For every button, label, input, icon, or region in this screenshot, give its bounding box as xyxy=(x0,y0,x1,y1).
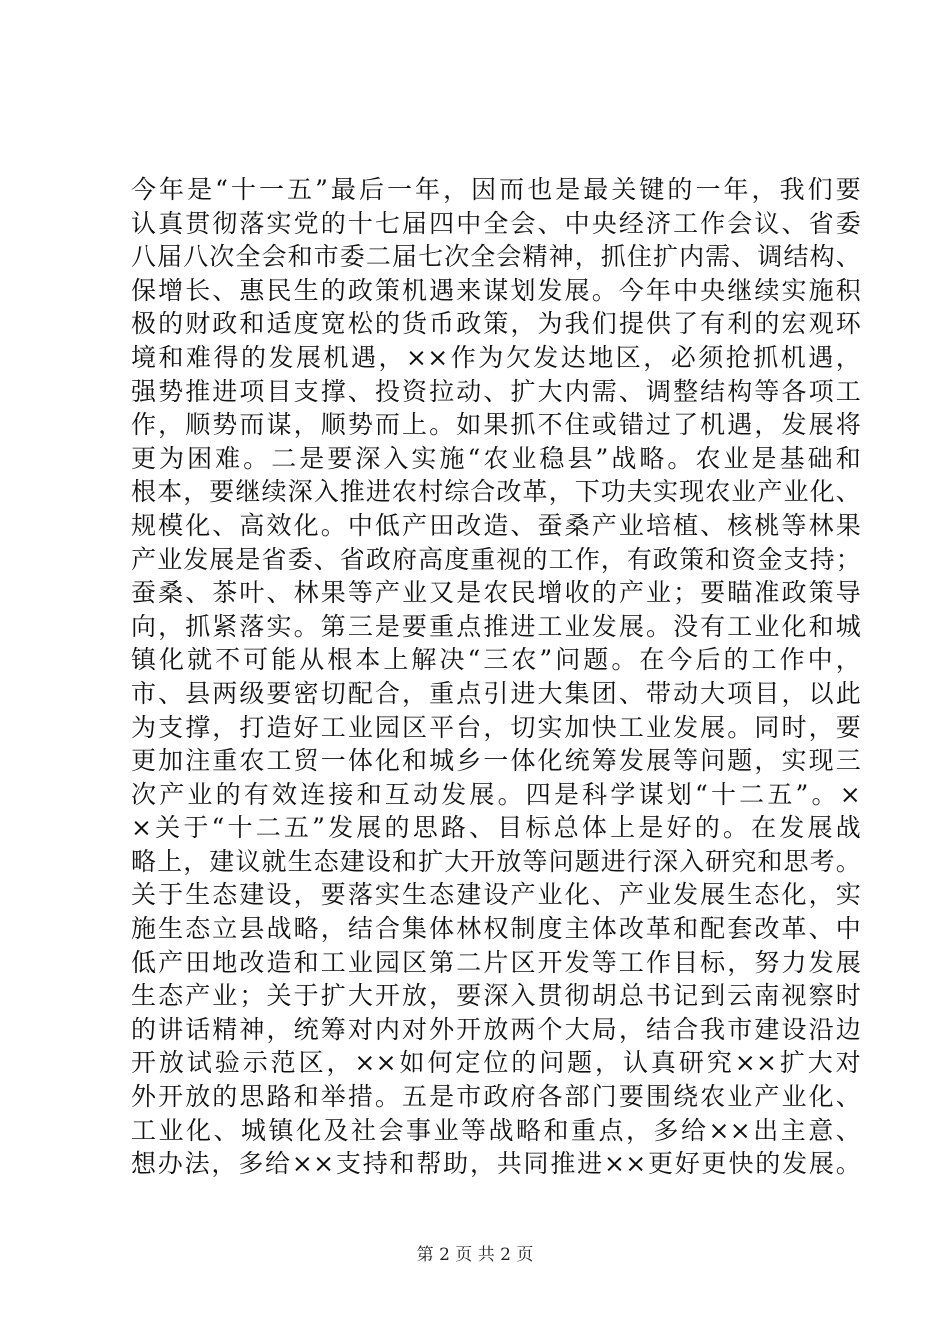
text-line: 想办法，多给××支持和帮助，共同推进××更好更快的发展。 xyxy=(131,1149,861,1179)
body-paragraph xyxy=(131,173,861,1181)
text-line: 的讲话精神，统筹对内对外开放两个大局，结合我市建设沿边 xyxy=(131,1014,861,1044)
text-line: 认真贯彻落实党的十七届四中全会、中央经济工作会议、省委 xyxy=(131,208,861,238)
page-number-footer: 第 2 页 共 2 页 xyxy=(416,1245,534,1265)
text-line: 八届八次全会和市委二届七次全会精神，抓住扩内需、调结构、 xyxy=(131,242,861,272)
text-line: 低产田地改造和工业园区第二片区开发等工作目标，努力发展 xyxy=(131,947,861,977)
text-line: 关于生态建设，要落实生态建设产业化、产业发展生态化，实 xyxy=(131,880,861,910)
text-line: 略上，建议就生态建设和扩大开放等问题进行深入研究和思考。 xyxy=(131,846,861,876)
text-line: 境和难得的发展机遇，××作为欠发达地区，必须抢抓机遇， xyxy=(131,342,861,372)
text-line: 外开放的思路和举措。五是市政府各部门要围绕农业产业化、 xyxy=(131,1082,861,1112)
text-line: 生态产业；关于扩大开放，要深入贯彻胡总书记到云南视察时 xyxy=(131,981,861,1011)
text-line: 今年是“十一五”最后一年，因而也是最关键的一年，我们要 xyxy=(131,175,861,204)
text-line: 为支撑，打造好工业园区平台，切实加快工业发展。同时，要 xyxy=(131,712,861,742)
text-line: 根本，要继续深入推进农村综合改革，下功夫实现农业产业化、 xyxy=(131,477,861,507)
text-line: 镇化就不可能从根本上解决“三农”问题。在今后的工作中， xyxy=(131,645,861,675)
text-line: 工业化、城镇化及社会事业等战略和重点，多给××出主意、 xyxy=(131,1115,861,1145)
text-line: 次产业的有效连接和互动发展。四是科学谋划“十二五”。× xyxy=(131,779,861,809)
text-line: 市、县两级要密切配合，重点引进大集团、带动大项目，以此 xyxy=(131,678,861,708)
text-line: 规模化、高效化。中低产田改造、蚕桑产业培植、核桃等林果 xyxy=(131,510,861,540)
text-line: 更加注重农工贸一体化和城乡一体化统筹发展等问题，实现三 xyxy=(131,746,861,776)
text-line: ×关于“十二五”发展的思路、目标总体上是好的。在发展战 xyxy=(131,813,861,843)
text-line: 更为困难。二是要深入实施“农业稳县”战略。农业是基础和 xyxy=(131,443,861,473)
text-line: 产业发展是省委、省政府高度重视的工作，有政策和资金支持； xyxy=(131,544,861,574)
text-line: 施生态立县战略，结合集体林权制度主体改革和配套改革、中 xyxy=(131,914,861,944)
text-line: 作，顺势而谋，顺势而上。如果抓不住或错过了机遇，发展将 xyxy=(131,410,861,440)
text-line: 强势推进项目支撑、投资拉动、扩大内需、调整结构等各项工 xyxy=(131,376,861,406)
text-line: 开放试验示范区，××如何定位的问题，认真研究××扩大对 xyxy=(131,1048,861,1078)
text-line: 保增长、惠民生的政策机遇来谋划发展。今年中央继续实施积 xyxy=(131,275,861,305)
text-line: 极的财政和适度宽松的货币政策，为我们提供了有利的宏观环 xyxy=(131,309,861,339)
text-line: 向，抓紧落实。第三是要重点推进工业发展。没有工业化和城 xyxy=(131,611,861,641)
text-line: 蚕桑、茶叶、林果等产业又是农民增收的产业；要瞄准政策导 xyxy=(131,578,861,608)
